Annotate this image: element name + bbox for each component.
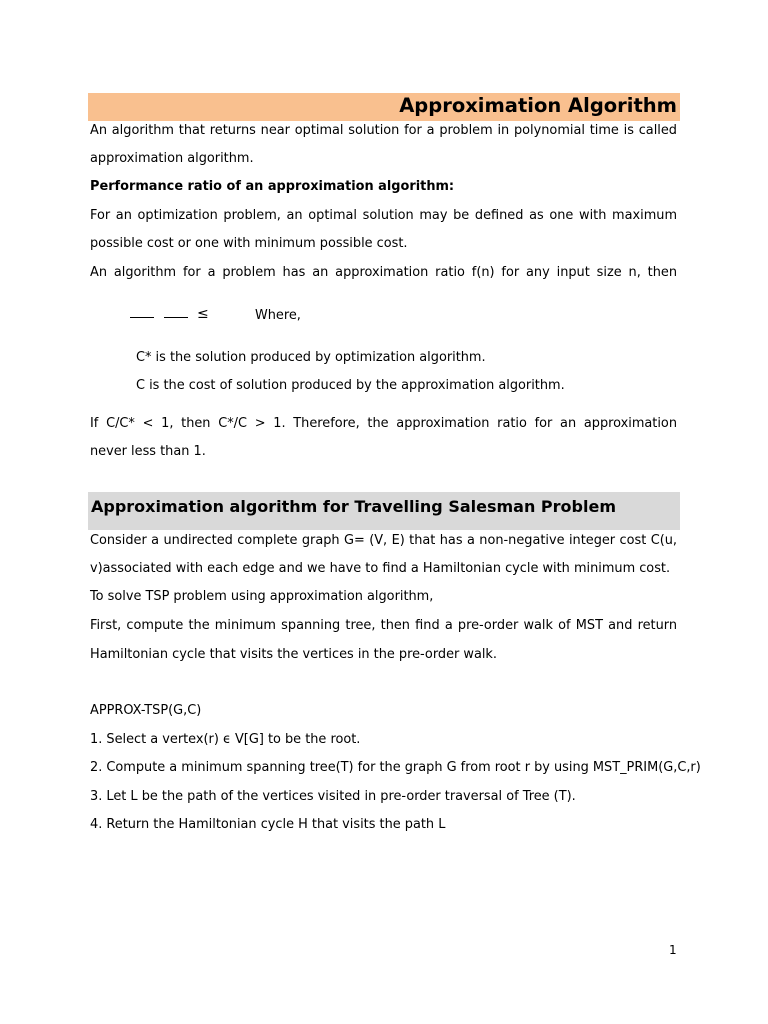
performance-heading: Performance ratio of an approximation algorithm:	[90, 179, 455, 194]
fraction-bar-2	[164, 317, 188, 318]
algorithm-step: 3. Let L be the path of the vertices visited in pre-order traversal of Tree (T).	[90, 789, 576, 804]
where-label: Where,	[255, 308, 301, 323]
page-title: Approximation Algorithm	[399, 94, 677, 117]
optimization-line-2: possible cost or one with minimum possible cost.	[90, 236, 408, 251]
ratio-line: An algorithm for a problem has an approximation ratio f(n) for any input size n, then	[90, 265, 677, 280]
conclusion-line-1: If C/C* < 1, then C*/C > 1. Therefore, the approximation ratio for an approximation	[90, 416, 677, 431]
conclusion-line-2: never less than 1.	[90, 444, 206, 459]
tsp-intro-line-2: v)associated with each edge and we have to find a Hamiltonian cycle with minimum cost.	[90, 561, 671, 576]
intro-line-1: An algorithm that returns near optimal solution for a problem in polynomial time is called	[90, 123, 677, 138]
algorithm-step: 1. Select a vertex(r) ϵ V[G] to be the root.	[90, 732, 361, 747]
algorithm-name: APPROX-TSP(G,C)	[90, 703, 202, 718]
tsp-intro-line-5: Hamiltonian cycle that visits the vertices in the pre-order walk.	[90, 647, 497, 662]
tsp-heading: Approximation algorithm for Travelling Salesman Problem	[91, 497, 616, 516]
tsp-intro-line-3: To solve TSP problem using approximation algorithm,	[90, 589, 434, 604]
less-equal-symbol: ≤	[197, 306, 209, 322]
definition-cstar: C* is the solution produced by optimization algorithm.	[136, 350, 486, 365]
intro-line-2: approximation algorithm.	[90, 151, 254, 166]
definition-c: C is the cost of solution produced by the approximation algorithm.	[136, 378, 565, 393]
page-number: 1	[669, 943, 677, 957]
tsp-intro-line-4: First, compute the minimum spanning tree, then find a pre-order walk of MST and return	[90, 618, 677, 633]
algorithm-step: 4. Return the Hamiltonian cycle H that visits the path L	[90, 817, 446, 832]
algorithm-step: 2. Compute a minimum spanning tree(T) for the graph G from root r by using MST_PRIM(G,C,r)	[90, 760, 701, 775]
tsp-section-banner	[88, 492, 680, 530]
fraction-bar-1	[130, 317, 154, 318]
title-banner	[88, 93, 680, 121]
tsp-intro-line-1: Consider a undirected complete graph G= (V, E) that has a non-negative integer cost C(u,	[90, 533, 677, 548]
optimization-line-1: For an optimization problem, an optimal solution may be defined as one with maximum	[90, 208, 677, 223]
